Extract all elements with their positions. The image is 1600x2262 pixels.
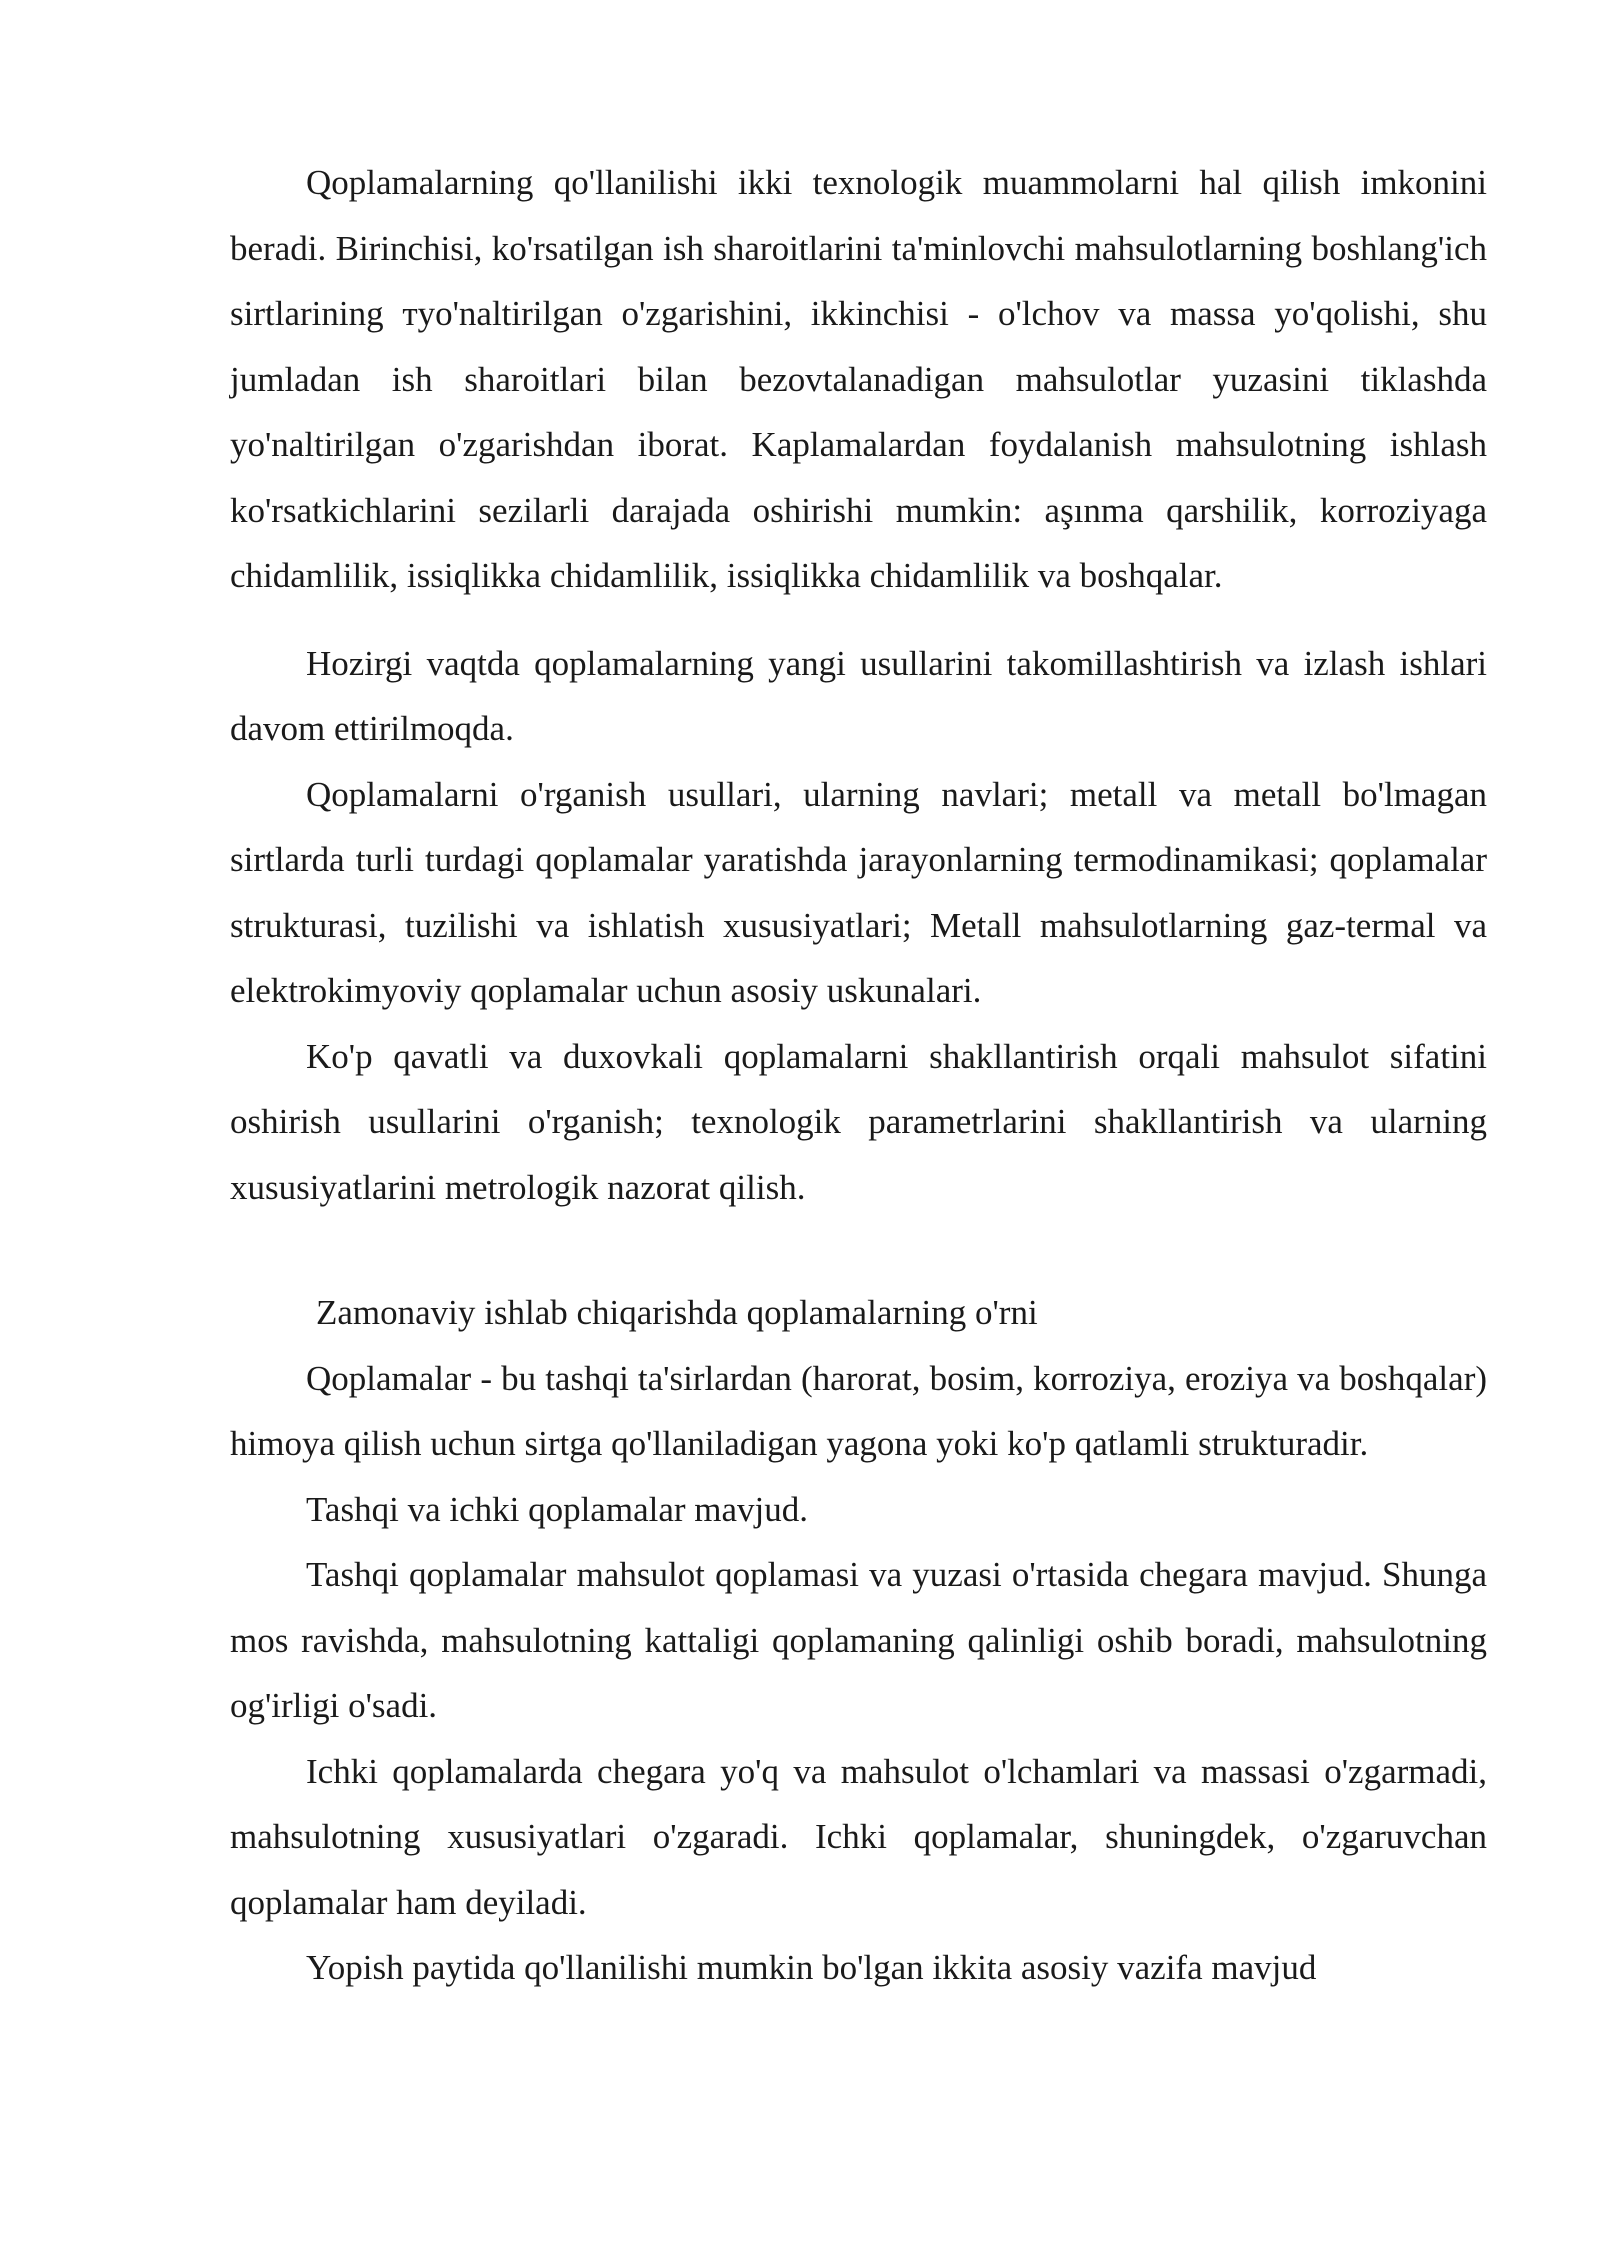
paragraph-study-methods: Qoplamalarni o'rganish usullari, ularning navlari; metall va metall bo'lmagan sirtlarda turli turdagi qoplamalar yaratishda jarayonlarning termodinamikasi; qoplamalar strukturasi, tuzilishi va ishlatish xususiyatlari; Metall mahsulotlarning gaz-termal va elektrokimyoviy qoplamalar uchun asosiy uskunalari. bbox=[230, 774, 1487, 1010]
paragraph-coating-definition: Qoplamalar - bu tashqi ta'sirlardan (harorat, bosim, korroziya, eroziya va boshqalar) himoya qilish uchun sirtga qo'llaniladigan yagona yoki ko'p qatlamli strukturadir. bbox=[230, 1358, 1487, 1463]
paragraph-internal-coatings: Ichki qoplamalarda chegara yo'q va mahsulot o'lchamlari va massasi o'zgarmadi, mahsulotning xususiyatlari o'zgaradi. Ichki qoplamalar, shuningdek, o'zgaruvchan qoplamalar ham deyiladi. bbox=[230, 1751, 1487, 1922]
paragraph-coating-types: Tashqi va ichki qoplamalar mavjud. bbox=[306, 1489, 808, 1529]
paragraph-multilayer-coatings: Ko'p qavatli va duxovkali qoplamalarni shakllantirish orqali mahsulot sifatini oshirish usullarini o'rganish; texnologik parametrlarini shakllantirish va ularning xususiyatlarini metrologik nazorat qilish. bbox=[230, 1036, 1487, 1207]
paragraph-external-coatings: Tashqi qoplamalar mahsulot qoplamasi va yuzasi o'rtasida chegara mavjud. Shunga mos ravishda, mahsulotning kattaligi qoplamaning qalinligi oshib boradi, mahsulotning og'irligi o'sadi. bbox=[230, 1555, 1487, 1725]
section-spacer bbox=[230, 1220, 1487, 1280]
paragraph-current-research: Hozirgi vaqtda qoplamalarning yangi usullarini takomillashtirish va izlash ishlari davom ettirilmoqda. bbox=[230, 643, 1487, 748]
paragraph-coating-applications: Qoplamalarning qo'llanilishi ikki texnologik muammolarni hal qilish imkonini beradi. Birinchisi, ko'rsatilgan ish sharoitlarini ta'minlovchi mahsulotlarning boshlang'ich sirtlarining тyo'naltirilgan o'zgarishini, ikkinchisi - o'lchov va massa yo'qolishi, shu jumladan ish sharoitlari bilan bezovtalanadigan mahsulotlar yuzasini tiklashda yo'naltirilgan o'zgarishdan iborat. Kaplamalardan foydalanish mahsulotning ishlash ko'rsatkichlarini sezilarli darajada oshirishi mumkin: aşınma qarshilik, korroziyaga chidamlilik, issiqlikka chidamlilik, issiqlikka chidamlilik va boshqalar. bbox=[230, 163, 1487, 595]
paragraph-spacer bbox=[230, 609, 1487, 631]
document-body bbox=[230, 150, 1487, 2001]
paragraph-main-tasks: Yopish paytida qo'llanilishi mumkin bo'lgan ikkita asosiy vazifa mavjud bbox=[306, 1948, 1317, 1987]
section-heading: Zamonaviy ishlab chiqarishda qoplamalarning o'rni bbox=[316, 1293, 1038, 1332]
